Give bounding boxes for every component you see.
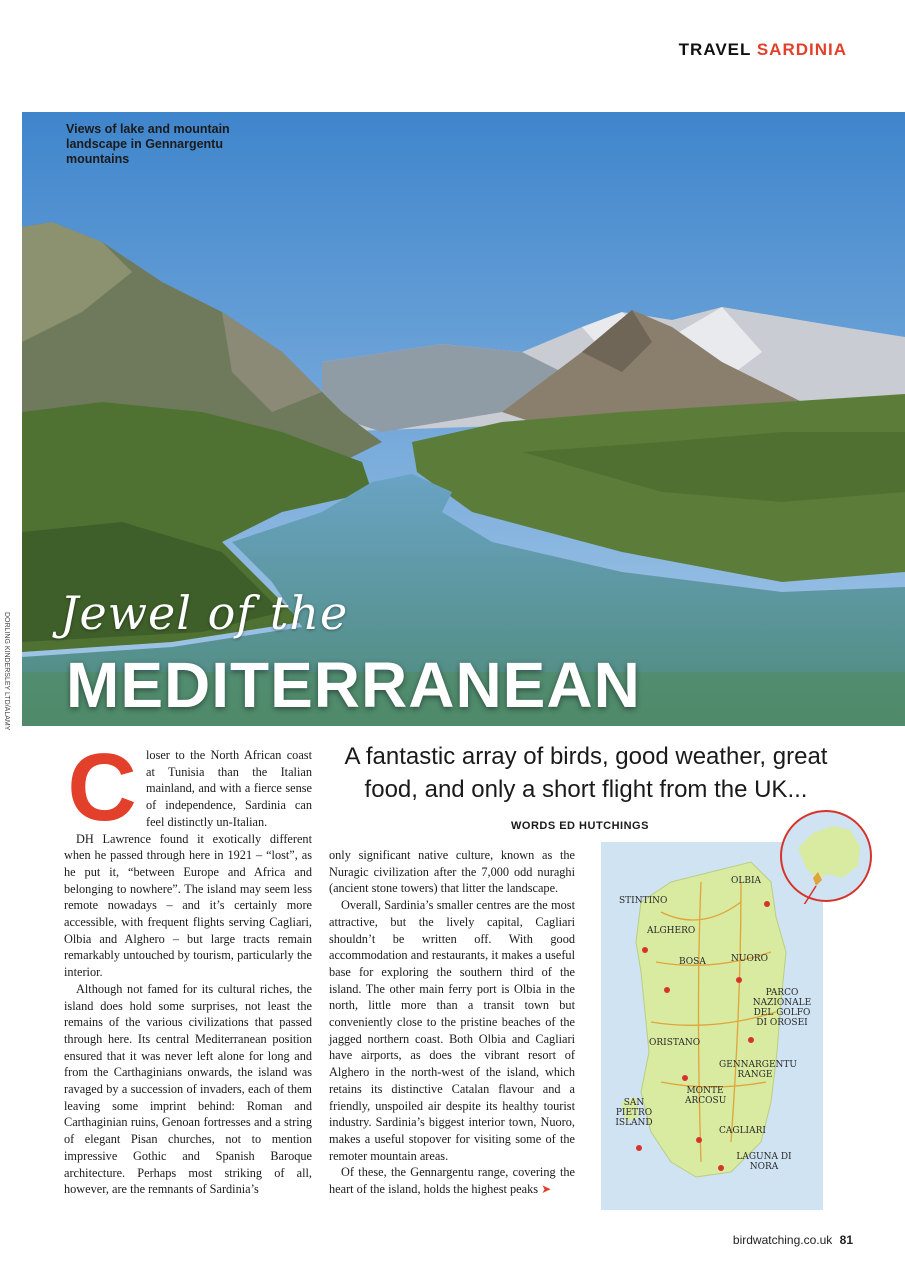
map-label-monte-arcosu: MONTE ARCOSU [685,1086,727,1106]
standfirst: A fantastic array of birds, good weather, great food, and only a short flight from the UK... [344,743,828,803]
map-label-gennargentu: GENNARGENTU RANGE [719,1060,798,1080]
map-label-alghero: ALGHERO [647,926,696,936]
map-label-cagliari: CAGLIARI [719,1126,766,1136]
drop-cap: C [67,734,137,841]
map-label-bosa: BOSA [679,957,706,967]
page-footer [733,1233,853,1247]
paragraph: Although not famed for its cultural riches, the island does hold some surprises, not least the remains of the various civilizations that passed through here. Its central Mediterranean position ensured that it was never left alone for long and from the Carthaginians onwards, the island was ravaged by a succession of invaders, each of them leaving some imprint behind: Roman and Carthaginian ruins, Genoan fortresses and a string of elegant Pisan churches, not to mention impressive Gothic and Spanish Baroque architecture. Perhaps most striking of all, however, are the remnants of Sardinia’s [64,981,312,1197]
byline: WORDS ED HUTCHINGS [511,820,649,832]
page-number: 81 [839,1233,853,1247]
body-column-1 [64,734,312,1198]
paragraph: DH Lawrence found it exotically different when he passed through here in 1921 – “lost”, as he put it, “between Europe and Africa and belonging to nowhere”. The island may seem less remote nowadays – and it’s certainly more accessible, with frequent flights serving Cagliari, Olbia and Alghero – but large tracts remain remarkably untouched by tourism, particularly the interior. [64,831,312,980]
map-label-oristano: ORISTANO [649,1038,701,1048]
section-header [679,40,847,60]
map-label-olbia: OLBIA [731,876,762,886]
map-label-san-pietro: SAN PIETRO ISLAND [615,1098,653,1128]
map-label-nuoro: NUORO [731,954,768,964]
main-title: MEDITERRANEAN [66,649,641,721]
map-label-stintino: STINTINO [619,896,668,906]
map-label-laguna: LAGUNA DI NORA [736,1152,792,1172]
europe-locator-icon [778,808,874,904]
paragraph: only significant native culture, known as the Nuragic civilization after the 7,000 odd nuraghi (ancient stone towers) that litter the landscape. [329,848,575,896]
photo-credit: DORLING KINDERSLEY LTD/ALAMY [3,612,10,731]
map-label-parco: PARCO NAZIONALE DEL GOLFO DI OROSEI [752,988,812,1028]
paragraph: Overall, Sardinia’s smaller centres are the most attractive, but the lively capital, Cagliari shouldn’t be written off. With good accommodation and restaurants, it makes a useful base for exploring the southern third of the island. The other main ferry port is Olbia in the north, little more than a transit town but conveniently close to the pristine beaches of the jagged northern coast. Both Olbia and Cagliari have airports, as does the vibrant resort of Alghero in the north-west of the island, which retains its distinctive Catalan flavour and a friendly, unspoiled air despite its healthy tourist industry. Sardinia’s biggest interior town, Nuoro, makes a useful stopover for visiting some of the remoter mountain areas. [329,898,575,1163]
body-column-2 [329,847,575,1198]
photo-caption: Views of lake and mountain landscape in Gennargentu mountains [66,122,230,166]
paragraph [329,1164,575,1197]
topic-label: SARDINIA [756,40,847,59]
paragraph-text: Of these, the Gennargentu range, covering the heart of the island, holds the highest peaks [329,1165,575,1197]
paragraph: loser to the North African coast at Tunisia than the Italian mainland, and with a fierce sense of independence, Sardinia can feel distinctly un-Italian. [146,748,312,829]
website-url: birdwatching.co.uk [732,1233,833,1247]
continue-arrow-icon: ➤ [541,1182,552,1197]
section-label: TRAVEL [678,40,752,59]
script-title: Jewel of the [60,586,349,640]
hero-photo [22,112,905,726]
